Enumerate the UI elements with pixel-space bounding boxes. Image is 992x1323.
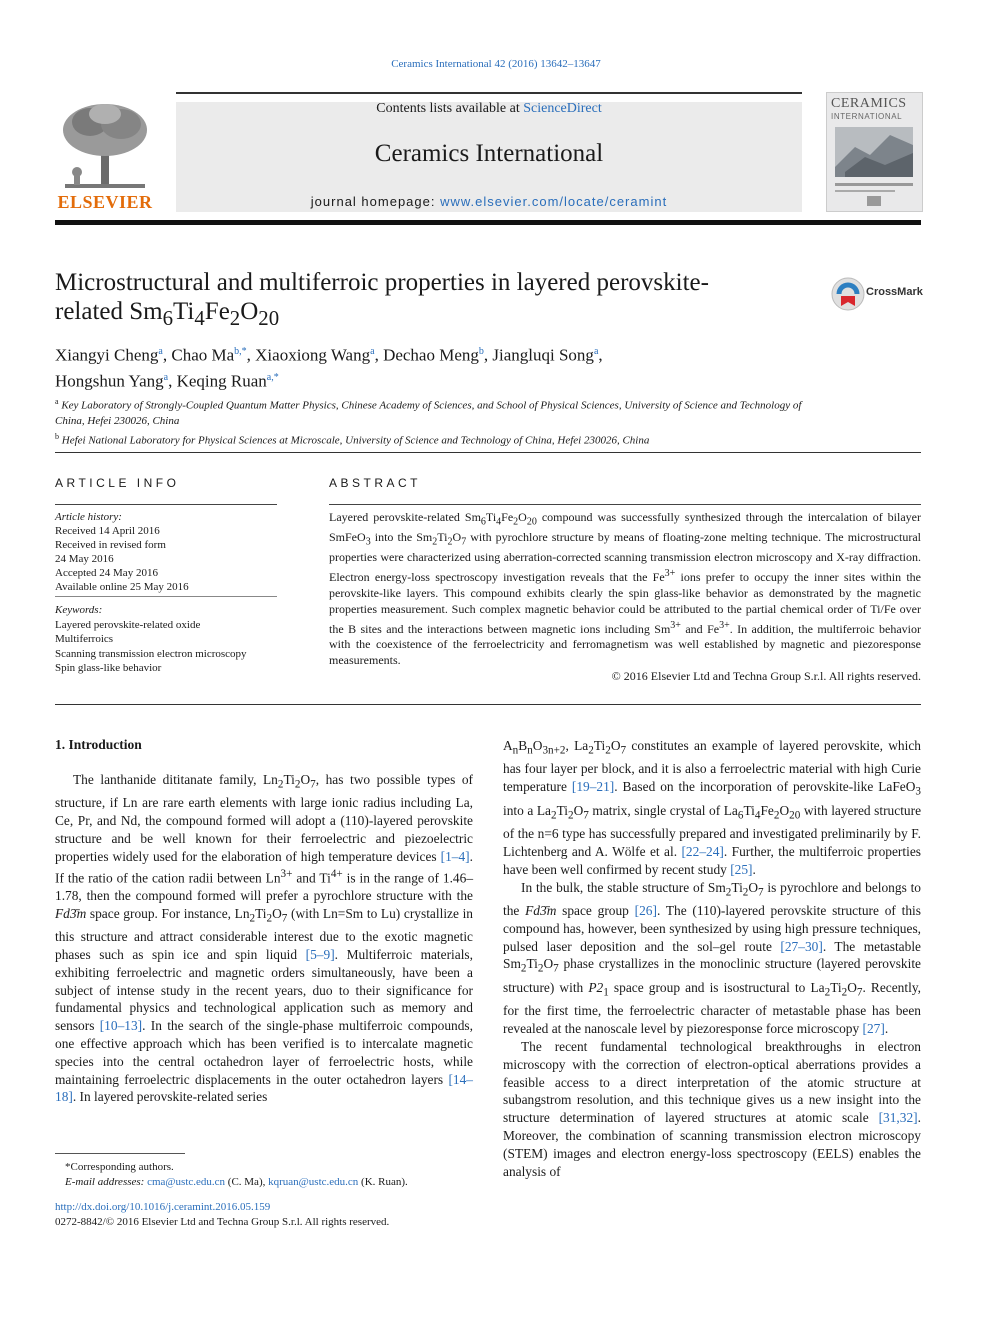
journal-homepage-line	[176, 194, 802, 209]
author-affiliation-link[interactable]: a,*	[266, 371, 279, 383]
crossmark-icon	[830, 276, 866, 312]
issn-copyright: 0272-8842/© 2016 Elsevier Ltd and Techna Group S.r.l. All rights reserved.	[55, 1216, 390, 1228]
masthead-top-rule	[176, 92, 802, 94]
masthead-bottom-rule	[55, 220, 921, 225]
abstract-body: Layered perovskite-related $Sm_6Ti_4Fe_2O_{20}$ compound was successfully synthesized through the intercalation of bilayer SmFeO$_3$ into the $Sm_2Ti_2O_7$ with pyrochlore structure by means of floating-zone melting technique. The microstructural properties were characterized using aberration-corrected scanning transmission electron microscopy and X-ray diffraction. Electron energy-loss spectroscopy investigation reveals that the $Fe^{3+}$ ions prefer to occupy the inner sites within the perovskite-like layers. This compound exhibits clearly the spin glass-like behavior as demonstrated by the magnetic properties measurement. Such complex magnetic behavior could be attributed to the partial chemical order of Ti/Fe over the B sites and the interactions between magnetic ions including $Sm^{3+}$ and $Fe^{3+}$. In addition, the multiferroic behavior with the coexistence of the ferroelectricity and ferromagnetism was well established by magnetic and piezoresponse measurements.	[329, 510, 922, 668]
abstract-rule	[329, 504, 921, 505]
section-divider	[55, 452, 921, 453]
author-affiliation-link[interactable]: a	[593, 346, 599, 357]
body-column-left	[55, 771, 473, 1106]
cover-text-line	[835, 183, 913, 186]
article-history	[55, 510, 280, 594]
journal-name: Ceramics International	[374, 140, 604, 167]
author-name: Keqing Ruan	[176, 371, 267, 391]
cover-text-line	[835, 190, 895, 192]
author-name: Xiangyi Cheng	[55, 345, 159, 365]
cover-title: CERAMICS	[831, 96, 907, 111]
keywords-label: Keywords:	[55, 604, 103, 616]
elsevier-wordmark: ELSEVIER	[57, 192, 153, 212]
journal-cover-thumbnail[interactable]	[826, 92, 923, 212]
title-line-1: Microstructural and multiferroic properties in layered perovskite-	[55, 269, 709, 296]
reference-link[interactable]: [5–9]	[305, 946, 335, 962]
author-affiliation-link[interactable]: b,*	[234, 346, 247, 357]
cover-image	[835, 127, 913, 177]
intro-paragraph-1-continued: $A_nB_nO_{3n+2}$, $La_2Ti_2O_7$ constitutes an example of layered perovskite, which has four layer per block, and it is also a ferroelectric material with high Curie temperature [19–21]. Based on the incorporation of perovskite-like LaFeO$_3$ into a $La_2Ti_2O_7$ matrix, single crystal of $La_6Ti_4Fe_2O_{20}$ with layered structure of the n=6 type has successfully prepared and investigated preliminarily by F. Lichtenberg and A. Wölfe et al. [22–24]. Further, the multiferroic properties have been well confirmed by recent study [25].	[503, 738, 922, 877]
author-name: Dechao Meng	[383, 345, 479, 365]
reference-link[interactable]: [19–21]	[571, 779, 615, 795]
cover-subtitle: INTERNATIONAL	[831, 112, 903, 121]
abstract-copyright: © 2016 Elsevier Ltd and Techna Group S.r.l. All rights reserved.	[611, 669, 921, 683]
email-addresses: E-mail addresses: cma@ustc.edu.cn (C. Ma), kqruan@ustc.edu.cn (K. Ruan).	[65, 1175, 408, 1188]
keyword: Layered perovskite-related oxide	[55, 618, 201, 631]
homepage-prefix: journal homepage:	[310, 194, 441, 209]
reference-link[interactable]: [1–4]	[440, 848, 470, 864]
reference-link[interactable]: [10–13]	[99, 1018, 143, 1034]
title-line-2: related $Sm_6Ti_4Fe_2O_{20}$	[55, 298, 280, 330]
affiliation-b: $^b$ Hefei National Laboratory for Physical Sciences at Microscale, University of Science and Technology of China, Hefei 230026, China	[55, 431, 650, 447]
reference-link[interactable]: [31,32]	[878, 1110, 918, 1126]
author-list: Xiangyi Cheng$^a$, Chao Ma$^{b,*}$, Xiaoxiong Wang$^a$, Dechao Meng$^b$, Jiangluqi Song$^a$, Hongshun Yang$^a$, Keqing Ruan$^{a,*}$	[55, 345, 603, 391]
contents-prefix: Contents lists available at	[376, 101, 524, 116]
intro-paragraph-1: The lanthanide dititanate family, $Ln_2Ti_2O_7$, has two possible types of structure, if Ln are rare earth elements with large ionic radius including La, Ce, Pr, and Nd, the compound formed will adopt a (110)-layered perovskite structure and be well known for their ferroelectric and piezoelectric properties widely used for the elaboration of high temperature devices [1–4]. If the ratio of the cation radii between $Ln^{3+}$ and $Ti^{4+}$ is in the range of 1.46–1.78, then the compound formed will prefer a pyrochlore structure with the Fd3̄m space group. For instance, $Ln_2Ti_2O_7$ (with Ln=Sm to Lu) crystallize in this structure and attract considerable interest due to the exotic magnetic phases such as spin ice and spin liquid [5–9]. Multiferroic materials, exhibiting ferroelectric and magnetic orders simultaneously, have been a subject of intense study in the recent years, duo to their significance for fundamental physics and technological application such as memory and sensors [10–13]. In the search of the single-phase multiferroic compounds, one effective approach which has been verified is to intercalate magnetic species into the central octahedron layer of ferroelectric hosts, while maintaining ferroelectric displacements in the outer octahedron layers [14–18]. In layered perovskite-related series	[55, 772, 474, 1105]
author-affiliation-link[interactable]: a	[370, 346, 375, 357]
email-link[interactable]: kqruan@ustc.edu.cn	[268, 1175, 359, 1188]
footnotes	[55, 1160, 475, 1189]
affiliation-a: $^a$ Key Laboratory of Strongly-Coupled Quantum Matter Physics, Chinese Academy of Sciences, and School of Physical Sciences, University of Science and Technology of China, Hefei 230026, China	[55, 397, 802, 427]
abstract-heading: ABSTRACT	[329, 476, 422, 490]
affiliations	[55, 394, 815, 448]
author-affiliation-link[interactable]: a	[158, 346, 163, 357]
history-rule	[55, 596, 277, 597]
reference-link[interactable]: [27]	[862, 1021, 885, 1037]
author-name: Hongshun Yang	[55, 371, 164, 391]
intro-paragraph-2: In the bulk, the stable structure of $Sm_2Ti_2O_7$ is pyrochlore and belongs to the Fd3̄m space group [26]. The (110)-layered perovskite structure of this compound has, however, been synthesized by using high pressure techniques, pulsed laser deposition and the sol–gel route [27–30]. The metastable $Sm_2Ti_2O_7$ phase crystallizes in the monoclinic structure (layered perovskite structure) with $P2_1$ space group and is isostructural to $La_2Ti_2O_7$. Recently, for the first time, the ferroelectric character of metastable phase has been revealed at the nanoscale level by piezoresponse force microscopy [27].	[503, 879, 922, 1037]
author-name: Chao Ma	[171, 345, 235, 365]
body-divider	[55, 704, 921, 705]
history-item: Available online 25 May 2016	[55, 581, 189, 593]
history-item: Received 14 April 2016	[55, 525, 160, 537]
author-name: Jiangluqi Song	[492, 345, 594, 365]
author-affiliation-link[interactable]: a	[163, 371, 169, 383]
journal-citation[interactable]: Ceramics International 42 (2016) 13642–13647	[391, 58, 601, 70]
reference-link[interactable]: [14–18]	[55, 1071, 473, 1105]
reference-link[interactable]: [26]	[634, 903, 657, 919]
doi-link[interactable]: http://dx.doi.org/10.1016/j.ceramint.2016.05.159	[55, 1201, 271, 1213]
keywords	[55, 603, 280, 676]
history-item: 24 May 2016	[55, 553, 114, 565]
corresponding-authors-note: *Corresponding authors.	[65, 1161, 174, 1173]
history-item: Accepted 24 May 2016	[55, 567, 158, 579]
reference-link[interactable]: [25]	[730, 861, 753, 877]
crossmark-label: CrossMark	[866, 286, 923, 298]
email-link[interactable]: cma@ustc.edu.cn	[147, 1175, 226, 1188]
author-name: Xiaoxiong Wang	[255, 345, 371, 365]
cover-publisher-mark	[867, 196, 881, 206]
reference-link[interactable]: [27–30]	[780, 938, 823, 954]
sciencedirect-link[interactable]: ScienceDirect	[523, 101, 602, 116]
reference-link[interactable]: [22–24]	[681, 844, 724, 859]
article-info-rule	[55, 504, 277, 505]
article-info-heading: ARTICLE INFO	[55, 476, 180, 490]
keyword: Multiferroics	[55, 633, 114, 645]
keyword: Scanning transmission electron microscopy	[55, 647, 247, 660]
journal-homepage-link[interactable]: www.elsevier.com/locate/ceramint	[440, 194, 668, 209]
history-label: Article history:	[55, 511, 122, 523]
footnote-rule	[55, 1153, 185, 1154]
article-title	[55, 268, 795, 333]
keyword: Spin glass-like behavior	[55, 662, 162, 674]
contents-line	[176, 101, 802, 117]
history-item: Received in revised form	[55, 539, 166, 551]
body-column-right	[503, 737, 921, 1180]
introduction-heading: 1. Introduction	[55, 737, 142, 752]
author-affiliation-link[interactable]: b	[478, 346, 484, 357]
intro-paragraph-3: The recent fundamental technological breakthroughs in electron microscopy with the correction of electron-optical aberrations provides a feasible access to a direct interpretation of the atomic structure at subangstrom resolution, and this technique gives us a new insight into the structure determination of layered structures at atomic scale [31,32]. Moreover, the combination of scanning transmission electron microscopy (STEM) images and electron energy-loss spectroscopy (EELS) enables the analysis of	[503, 1038, 921, 1179]
